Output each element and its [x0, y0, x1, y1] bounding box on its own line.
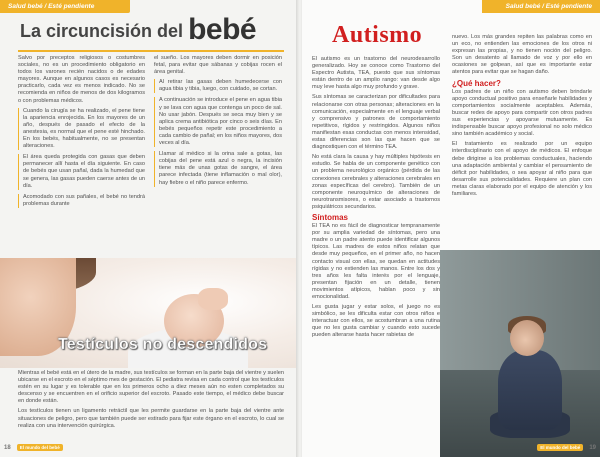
paragraph: Los testículos tienen un ligamento retráctil que les permite guardarse en la parte baja del vientre ante situaciones de peligro, pero que también puede ser estirado para fijar este órgano en el escroto, lo cual se realiza con una intervención quirúrgica.: [18, 408, 284, 429]
title-rule: [18, 50, 284, 52]
left-page-title: [20, 13, 257, 46]
bullet-text: El área queda protegida con gasas que deben permanecer allí hasta el día siguiente. En caso de bebés que usan pañal, dada la humedad que se genera, las gasas pueden caerse antes de un día.: [23, 154, 145, 189]
child-head: [510, 320, 544, 356]
child-body: [498, 350, 562, 430]
bullet-item: [18, 194, 145, 208]
bullet-item: [18, 154, 145, 189]
right-column-1: [312, 56, 440, 343]
paragraph: Sus síntomas se caracterizan por dificultades para relacionarse con otras personas; alteraciones en la comunicación, especialmente en el lenguaje verbal y comprensivo y patrones de comportamiento repetitivos, rígidos y restringidos. Algunos niños manifiestan esas conductas con menos intensidad, estas diferencias son las que hacen que se diagnostiquen con el término TEA.: [312, 94, 440, 151]
left-column-1: [18, 55, 145, 212]
bullet-text: Llamar al médico si la orina sale a gotas, las cobijas del pene está azul o negra, la incisión tiene más de unas gotas de sangre, el área parece infectada (tiene inflamación o mal olor), hay fiebre o el niño parece enfermo.: [159, 151, 282, 186]
paragraph: El TEA no es fácil de diagnosticar tempranamente por su amplia variedad de síntomas, pero una madre o un padre atento puede identificar algunos típicos. Las madres de estos niños relatan que desde muy pequeños, en el primer año, no hacen contacto visual con ellas, se quedan en actitudes rígidas y no extienden las manos. Entre los dos y tres años les falta interés por el lenguaje, presentan fijación en un detalle, tienen movimientos atípicos, hablan poco y sin emocionalidad.: [312, 223, 440, 300]
bullet-item: [18, 108, 145, 151]
paragraph: Mientras el bebé está en el útero de la madre, sus testículos se forman en la parte baja del vientre y suelen ubicarse en el escroto en el séptimo mes de gestación. El pediatra revisa en cada control que los testículos estén en su lugar y es tolerable que en los primeros ocho a diez meses aún no esten completados su descenso y se encuentren en el orificio superior del escroto. Pasado este tiempo, el médico debe buscar en donde están.: [18, 370, 284, 405]
paragraph: nuevo. Los más grandes repiten las palabras como en un eco, no entienden las emociones de los otros ni expresan las propias, y no tienen noción del peligro. Son un desatento al llamado de voz y por ello en ocasiones se golpean, así que es importante estar atentos para evitar que se hagan daño.: [452, 34, 592, 76]
bullet-text: Cuando la cirugía se ha realizado, el pene tiene la apariencia enrojecida. En los mayores de un año, después de pasado el efecto de la anestesia, es normal que el pene esté hinchado. En los bebés, habitualmente, no se presentan alteraciones.: [23, 107, 145, 150]
magazine-logo: El mundo del bebé: [17, 444, 63, 451]
title-small: La circuncisión del: [20, 21, 184, 41]
left-page: [0, 0, 298, 457]
paragraph: el sueño. Los mayores deben dormir en posición fetal, para evitar que sábanas y cobijas rocen el área genital.: [154, 55, 282, 76]
bullet-item: [154, 79, 282, 93]
subheading-sintomas: Síntomas: [312, 212, 349, 222]
right-page: [302, 0, 600, 457]
left-bottom-text: [18, 370, 284, 433]
bullet-item: [154, 97, 282, 147]
right-page-title: Autismo: [332, 22, 423, 48]
baby-hand: [198, 288, 228, 310]
section-tab-left: Salud bebé / Esté pendiente: [0, 0, 130, 13]
paragraph: Les gusta jugar y estar solos, el juego no es simbólico, se les dificulta estar con otros niños e interactuar con ellos, se acostumbran a una rutina que no les gusta cambiar y cuando esto sucede pueden alterarse hasta hacer rabietas de: [312, 304, 440, 339]
bullet-text: Al retirar las gasas deben humedecerse con agua tibia y tibia, luego, con cuidado, se cortan.: [159, 79, 282, 93]
page-number: 19: [589, 444, 596, 451]
left-footer: [4, 444, 63, 451]
right-footer: [537, 444, 596, 451]
bullet-text: Acomodado con sus pañales, el bebé no tendrá problemas durante: [23, 193, 145, 207]
section-banner: Testículos no descendidos: [58, 336, 268, 353]
paragraph: Los padres de un niño con autismo deben brindarle apoyo conductual positivo para enseñarle habilidades y comportamientos socialmente aceptables. Además, buscar redes de apoyo para compartir con otros padres sus experiencias y apoyarse mutuamente. Es indispensable buscar apoyo profesional no solo médico sino también académico y social.: [452, 88, 592, 138]
bullet-text: A continuación se introduce el pene en agua tibia y se lava con agua que contenga un poco de sal. No usar jabón. Después se seca muy bien y se aplica crema antibiótica por cinco o seis días. En bebés pequeños repetir este procedimiento a cada cambio de pañal; en los niños mayores, dos veces al día.: [159, 97, 282, 147]
paragraph: El autismo es un trastorno del neurodesarrollo generalizado. Hoy se conoce como Trastorno del Espectro Autista, TEA, puesto que sus síntomas están dentro de un amplio rango: van desde algo muy leve hasta algo muy profundo y grave.: [312, 56, 440, 91]
paragraph: El tratamiento es realizado por un equipo interdisciplinario con el apoyo de médicos. El enfoque debe dirigirse a los problemas conductuales, haciendo una adaptación ambiental y cambiar el pensamiento de déficit por habilidades, o sea apoyar al niño para que desarrolle sus potencialidades. Requiere un plan con metas claras elaborado por el equipo de atención y los familiares.: [452, 141, 592, 197]
page-number: 18: [4, 444, 11, 451]
section-tab-right: Salud bebé / Esté pendiente: [482, 0, 600, 13]
title-big: bebé: [188, 13, 257, 46]
subheading-que-hacer: ¿Qué hacer?: [452, 78, 501, 88]
magazine-logo: El mundo del bebé: [537, 444, 583, 451]
bullet-item: [154, 151, 282, 186]
right-column-2: [452, 34, 592, 201]
child-photo: [440, 250, 600, 457]
left-column-2: [154, 55, 282, 191]
paragraph: No está clara la causa y hay múltiples hipótesis en estudio. Se habla de un componente genético con un problema neurológico orgánico (pérdida de las conexiones cerebrales y alteraciones cerebrales en zonas específicas del cerebro). También de un componente neuroquímico de alteraciones de neurotransmisores, o estar asociado a trastornos psiquiátricos secundarios.: [312, 154, 440, 210]
paragraph: Salvo por preceptos religiosos o costumbres sociales, no es un procedimiento obligatorio en todos los varones recién nacidos o de edades mayores. Aunque en algunos casos es necesario practicarlo, cada vez es menos indicado. No se recomienda en niños de menos de dos kilogramos o con problemas médicos.: [18, 55, 145, 104]
